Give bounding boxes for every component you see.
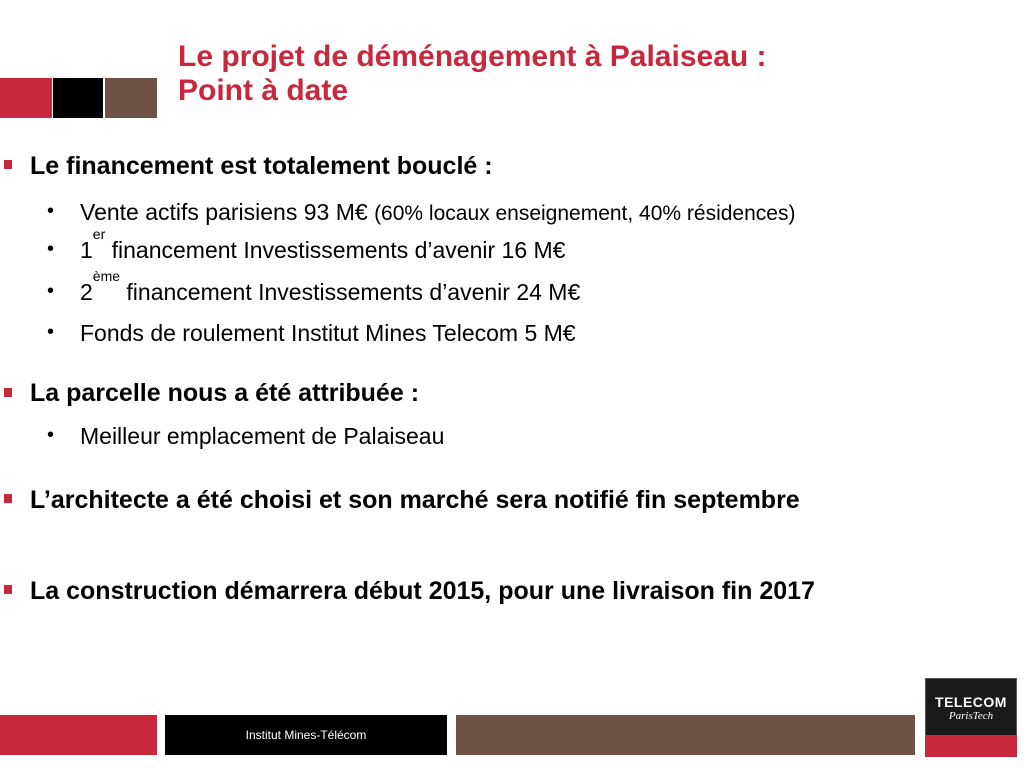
bullet-square-icon [4,494,12,503]
section-heading-financement: Le financement est totalement bouclé : [30,152,493,180]
section-heading-parcelle: La parcelle nous a été attribuée : [30,379,420,407]
bullet-square-icon [4,160,12,169]
footer-red-block [0,715,157,755]
section-heading-architecte: L’architecte a été choisi et son marché sera notifié fin septembre [30,486,800,514]
bullet-dot-icon: • [47,200,55,222]
title-line-1: Le projet de déménagement à Palaiseau : [178,40,767,73]
header-brown-block [105,78,157,118]
item-text: financement Investissements d’avenir 16 M€ [105,237,566,263]
item-text: Fonds de roulement Institut Mines Telecom 5 M€ [80,320,576,346]
item-text: financement Investissements d’avenir 24 M€ [120,279,581,305]
logo-main-text: TELECOM [935,694,1007,710]
bullet-dot-icon: • [47,238,55,260]
item-superscript: ème [92,268,121,284]
title-line-2: Point à date [178,74,349,107]
slide-title [178,40,767,108]
bullet-dot-icon: • [47,424,55,446]
header-black-block [53,78,103,118]
item-superscript: er [92,226,106,242]
item-text: Vente actifs parisiens 93 M€ [80,199,375,225]
logo-red-strip [925,735,1017,757]
footer-brown-block [456,715,915,755]
item-number: 1 [80,237,93,263]
header-red-block [0,78,52,118]
bullet-dot-icon: • [47,321,55,343]
item-text: Meilleur emplacement de Palaiseau [80,423,445,449]
bullet-dot-icon: • [47,280,55,302]
telecom-paristech-logo [925,678,1017,758]
logo-box [925,678,1017,736]
logo-sub-text: ParisTech [948,710,994,722]
bullet-square-icon [4,585,12,594]
footer-text: Institut Mines-Télécom [245,728,367,742]
item-paren-text: (60% locaux enseignement, 40% résidences) [374,202,796,225]
item-number: 2 [80,279,93,305]
bullet-square-icon [4,388,12,397]
section-heading-construction: La construction démarrera début 2015, pour une livraison fin 2017 [30,577,815,605]
